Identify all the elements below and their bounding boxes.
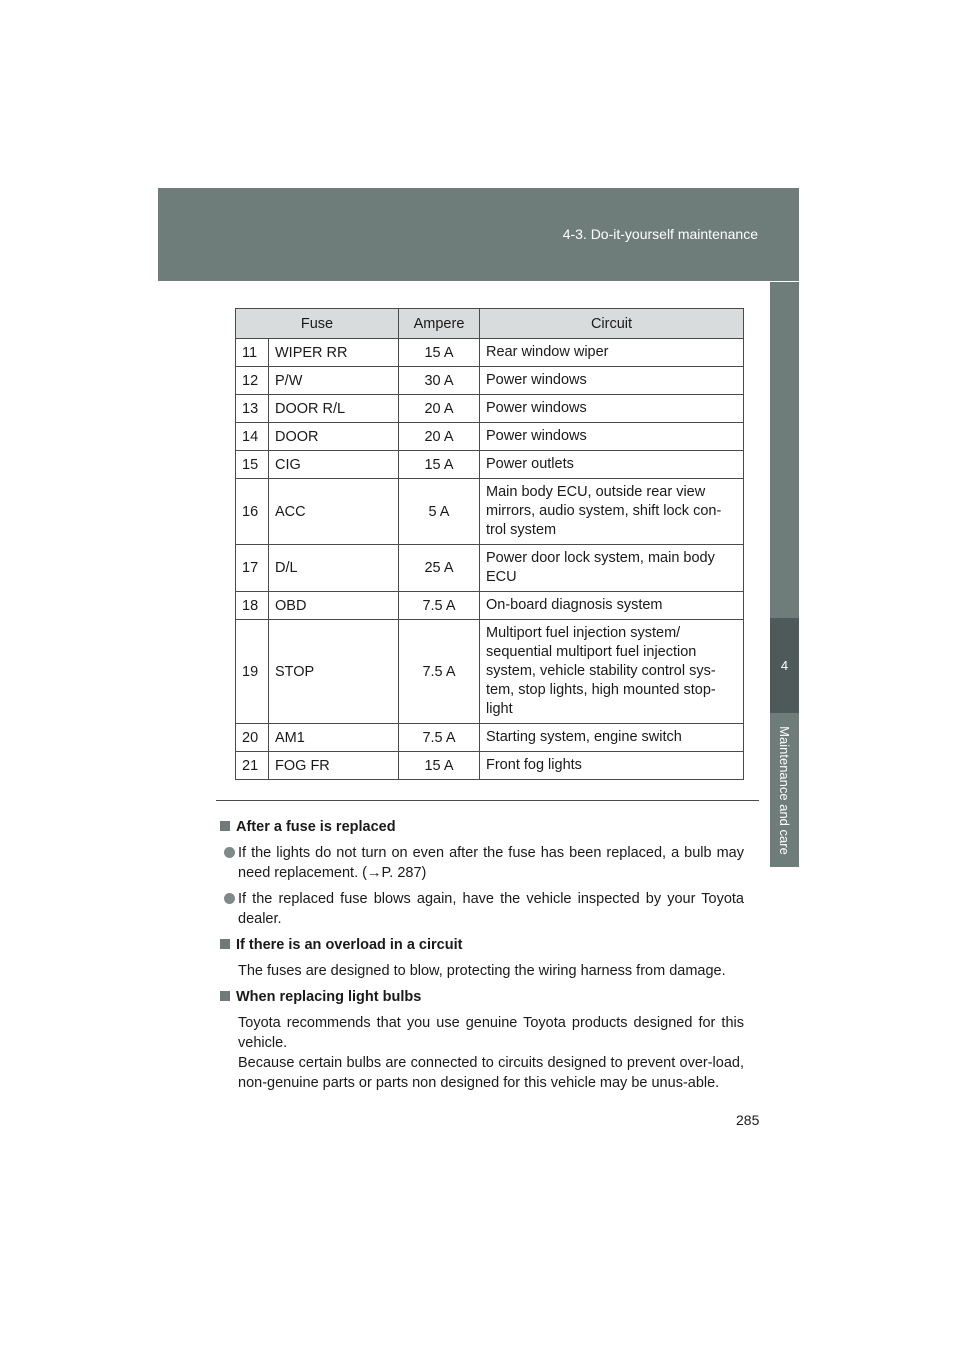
note-heading-bulbs: When replacing light bulbs [220, 987, 744, 1007]
chapter-title-tab [770, 713, 799, 867]
table-row [236, 367, 744, 395]
table-row [236, 339, 744, 367]
fuse-number: 21 [236, 752, 269, 780]
fuse-number: 15 [236, 451, 269, 479]
fuse-circuit: Power windows [480, 395, 744, 423]
fuse-ampere: 7.5 A [399, 620, 480, 724]
bullet-item: If the lights do not turn on even after the fuse has been replaced, a bulb may need replacement. (→P. 287) [220, 843, 744, 883]
table-row [236, 724, 744, 752]
chapter-number: 4 [770, 618, 799, 713]
fuse-name: DOOR R/L [269, 395, 399, 423]
table-row [236, 620, 744, 724]
note-paragraph: Because certain bulbs are connected to circuits designed to prevent over-load, non-genuine parts or parts non designed for this vehicle may be unus-able. [238, 1055, 744, 1091]
fuse-circuit: Front fog lights [480, 752, 744, 780]
fuse-ampere: 5 A [399, 479, 480, 545]
fuse-name: STOP [269, 620, 399, 724]
fuse-ampere: 15 A [399, 339, 480, 367]
table-row [236, 752, 744, 780]
fuse-circuit: Main body ECU, outside rear view mirrors, audio system, shift lock con-trol system [480, 479, 744, 545]
note-heading-overload: If there is an overload in a circuit [220, 935, 744, 955]
bullet-item: If the replaced fuse blows again, have the vehicle inspected by your Toyota dealer. [220, 889, 744, 929]
table-row [236, 423, 744, 451]
fuse-name: D/L [269, 545, 399, 592]
chapter-title: Maintenance and care [777, 725, 792, 855]
fuse-ampere: 30 A [399, 367, 480, 395]
fuse-number: 16 [236, 479, 269, 545]
fuse-circuit: Power outlets [480, 451, 744, 479]
square-bullet-icon [220, 991, 230, 1001]
table-row [236, 395, 744, 423]
square-bullet-icon [220, 939, 230, 949]
fuse-circuit: On-board diagnosis system [480, 592, 744, 620]
table-row [236, 479, 744, 545]
fuse-ampere: 25 A [399, 545, 480, 592]
fuse-circuit: Rear window wiper [480, 339, 744, 367]
fuse-ampere: 20 A [399, 395, 480, 423]
note-heading-after-replace: After a fuse is replaced [220, 817, 744, 837]
table-row [236, 592, 744, 620]
fuse-name: AM1 [269, 724, 399, 752]
fuse-circuit: Starting system, engine switch [480, 724, 744, 752]
fuse-number: 20 [236, 724, 269, 752]
square-bullet-icon [220, 821, 230, 831]
fuse-circuit: Power door lock system, main body ECU [480, 545, 744, 592]
fuse-number: 12 [236, 367, 269, 395]
section-divider [216, 800, 759, 801]
fuse-name: FOG FR [269, 752, 399, 780]
circle-bullet-icon [224, 893, 235, 904]
fuse-circuit: Power windows [480, 367, 744, 395]
fuse-number: 13 [236, 395, 269, 423]
fuse-name: ACC [269, 479, 399, 545]
table-header-row [236, 309, 744, 339]
fuse-number: 14 [236, 423, 269, 451]
fuse-name: CIG [269, 451, 399, 479]
fuse-table [235, 308, 744, 780]
circle-bullet-icon [224, 847, 235, 858]
fuse-header: Fuse [236, 309, 399, 339]
fuse-ampere: 7.5 A [399, 592, 480, 620]
section-title: 4-3. Do-it-yourself maintenance [562, 226, 758, 242]
fuse-name: DOOR [269, 423, 399, 451]
fuse-number: 19 [236, 620, 269, 724]
note-paragraph: The fuses are designed to blow, protecting the wiring harness from damage. [238, 963, 726, 979]
fuse-ampere: 7.5 A [399, 724, 480, 752]
notes-section [220, 817, 744, 1099]
fuse-number: 18 [236, 592, 269, 620]
fuse-name: WIPER RR [269, 339, 399, 367]
fuse-name: P/W [269, 367, 399, 395]
header-band [158, 188, 799, 281]
page-number: 285 [736, 1112, 760, 1128]
fuse-circuit: Power windows [480, 423, 744, 451]
note-paragraph: Toyota recommends that you use genuine Toyota products designed for this vehicle. [238, 1015, 744, 1051]
table-row [236, 451, 744, 479]
ampere-header: Ampere [399, 309, 480, 339]
fuse-number: 11 [236, 339, 269, 367]
fuse-number: 17 [236, 545, 269, 592]
fuse-ampere: 20 A [399, 423, 480, 451]
table-row [236, 545, 744, 592]
fuse-circuit: Multiport fuel injection system/ sequential multiport fuel injection system, vehicle stability control sys-tem, stop lights, high mounted stop-light [480, 620, 744, 724]
circuit-header: Circuit [480, 309, 744, 339]
fuse-ampere: 15 A [399, 451, 480, 479]
fuse-name: OBD [269, 592, 399, 620]
fuse-ampere: 15 A [399, 752, 480, 780]
